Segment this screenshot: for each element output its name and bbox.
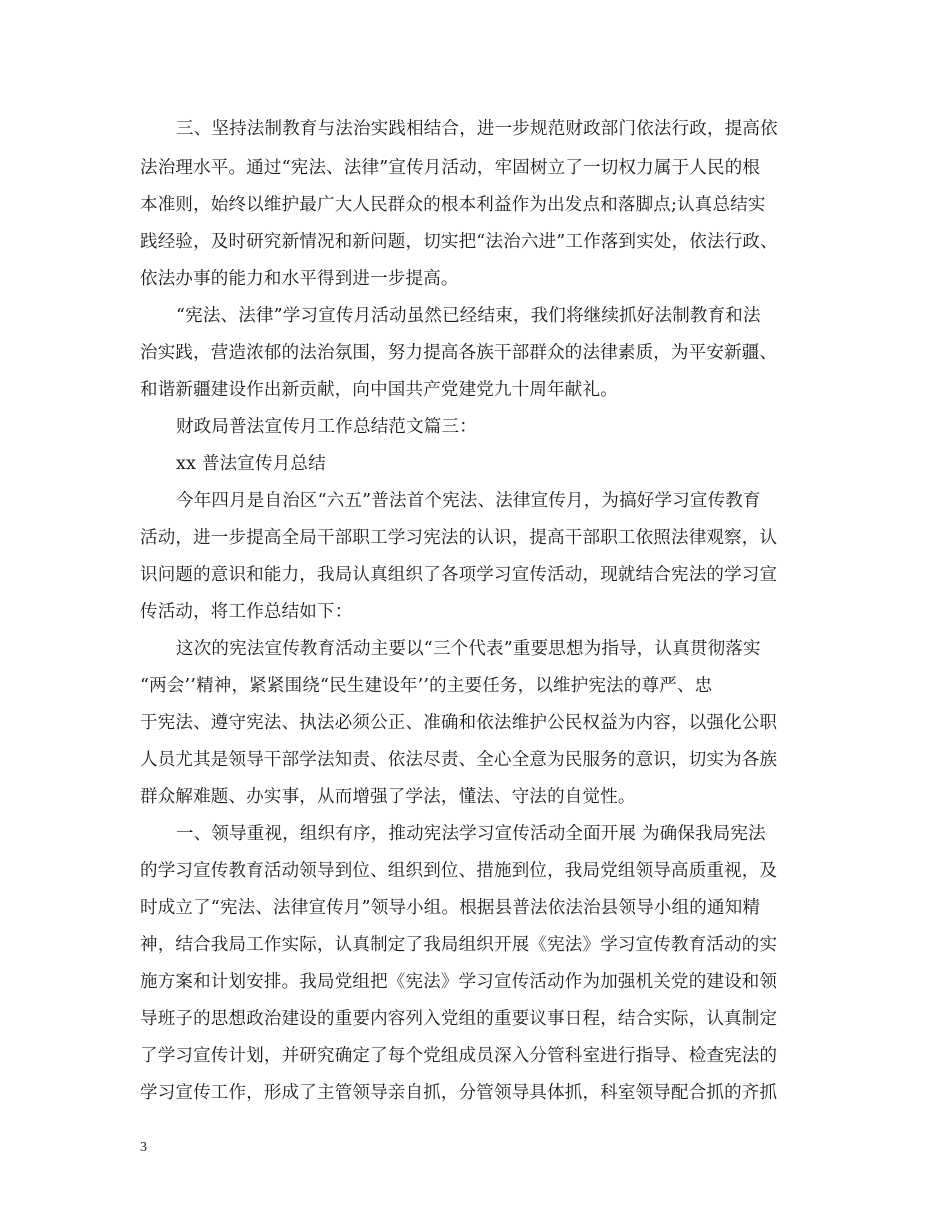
page-number: 3 <box>140 1140 147 1155</box>
text-line: 和谐新疆建设作出新贡献，向中国共产党建党九十周年献礼。 <box>140 380 618 400</box>
text-line: 了学习宣传计划，并研究确定了每个党组成员深入分管科室进行指导、检查宪法的 <box>140 1046 778 1066</box>
text-line: 依法办事的能力和水平得到进一步提高。 <box>140 269 459 289</box>
text-line: 今年四月是自治区“六五”普法首个宪法、法律宣传月，为搞好学习宣传教育 <box>176 491 761 511</box>
text-line: “宪法、法律”学习宣传月活动虽然已经结束，我们将继续抓好法制教育和法 <box>176 306 761 326</box>
text-line: 人员尤其是领导干部学法知责、依法尽责、全心全意为民服务的意识，切实为各族 <box>140 750 778 770</box>
text-line: 一、领导重视，组织有序，推动宪法学习宣传活动全面开展 为确保我局宪法 <box>176 824 766 844</box>
text-line: 法治理水平。通过“宪法、法律”宣传月活动，牢固树立了一切权力属于人民的根 <box>140 158 761 178</box>
text-line: 群众解难题、办实事，从而增强了学法，懂法、守法的自觉性。 <box>140 787 636 807</box>
text-line: 三、坚持法制教育与法治实践相结合，进一步规范财政部门依法行政，提高依 <box>176 119 778 139</box>
text-line: 时成立了“宪法、法律宣传月”领导小组。根据县普法依法治县领导小组的通知精 <box>140 898 761 918</box>
text-line: 这次的宪法宣传教育活动主要以“三个代表”重要思想为指导，认真贯彻落实 <box>176 639 761 659</box>
text-line: 传活动，将工作总结如下： <box>140 602 353 622</box>
text-line: 导班子的思想政治建设的重要内容列入党组的重要议事日程，结合实际，认真制定 <box>140 1009 778 1029</box>
text-line: 本准则，始终以维护最广大人民群众的根本利益作为出发点和落脚点;认真总结实 <box>140 195 766 215</box>
text-line: 神，结合我局工作实际，认真制定了我局组织开展《宪法》学习宣传教育活动的实 <box>140 935 778 955</box>
text-line: 识问题的意识和能力，我局认真组织了各项学习宣传活动，现就结合宪法的学习宣 <box>140 565 778 585</box>
text-line: 学习宣传工作，形成了主管领导亲自抓，分管领导具体抓，科室领导配合抓的齐抓 <box>140 1083 778 1103</box>
text-line: 施方案和计划安排。我局党组把《宪法》学习宣传活动作为加强机关党的建设和领 <box>140 972 778 992</box>
text-line: 活动，进一步提高全局干部职工学习宪法的认识，提高干部职工依照法律观察，认 <box>140 528 778 548</box>
text-line: 践经验，及时研究新情况和新问题，切实把“法治六进”工作落到实处，依法行政、 <box>140 232 778 252</box>
text-line: “两会’’精神，紧紧围绕“民生建设年’’的主要任务，以维护宪法的尊严、忠 <box>140 676 713 696</box>
text-line: 的学习宣传教育活动领导到位、组织到位、措施到位，我局党组领导高质重视，及 <box>140 861 778 881</box>
section-heading: 财政局普法宣传月工作总结范文篇三： <box>176 417 477 437</box>
text-line: 治实践，营造浓郁的法治氛围，努力提高各族干部群众的法律素质，为平安新疆、 <box>140 343 778 363</box>
section-heading: xx 普法宣传月总结 <box>176 454 326 474</box>
text-line: 于宪法、遵守宪法、执法必须公正、准确和依法维护公民权益为内容，以强化公职 <box>140 713 778 733</box>
